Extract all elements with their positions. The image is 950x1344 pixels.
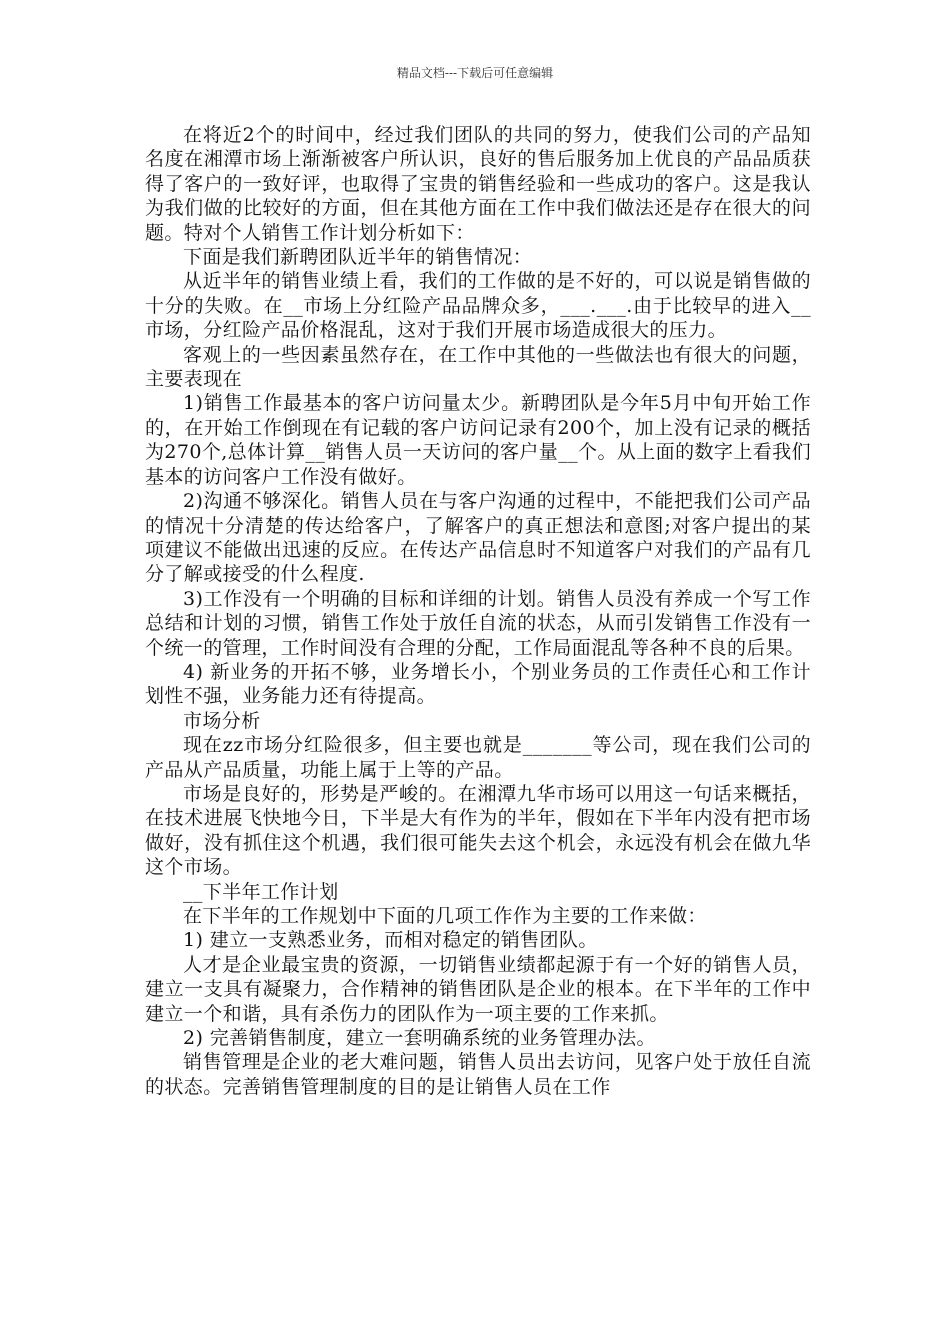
paragraph: 客观上的一些因素虽然存在，在工作中其他的一些做法也有很大的问题，主要表现在	[145, 343, 811, 391]
list-item: 2) 完善销售制度，建立一套明确系统的业务管理办法。	[183, 1027, 656, 1050]
section-heading: 市场分析	[183, 709, 261, 732]
paragraph: 在将近2个的时间中，经过我们团队的共同的努力，使我们公司的产品知名度在湘潭市场上渐渐被客户所认识，良好的售后服务加上优良的产品品质获得了客户的一致好评，也取得了宝贵的销售经验和一些成功的客户。这是我认为我们做的比较好的方面，但在其他方面在工作中我们做法还是存在很大的问题。特对个人销售工作计划分析如下：	[145, 124, 811, 244]
paragraph: 在下半年的工作规划中下面的几项工作作为主要的工作来做：	[183, 905, 707, 927]
paragraph: 销售管理是企业的老大难问题，销售人员出去访问，见客户处于放任自流的状态。完善销售管理制度的目的是让销售人员在工作	[145, 1051, 811, 1098]
document-body	[145, 123, 811, 1099]
list-item: 1)销售工作最基本的客户访问量太少。新聘团队是今年5月中旬开始工作的，在开始工作倒现在有记载的客户访问记录有200个，加上没有记录的概括为270个,总体计算__销售人员一天访问的客户量__个。从上面的数字上看我们基本的访问客户工作没有做好。	[145, 392, 811, 488]
list-item: 3)工作没有一个明确的目标和详细的计划。销售人员没有养成一个写工作总结和计划的习惯，销售工作处于放任自流的状态，从而引发销售工作没有一个统一的管理，工作时间没有合理的分配，工作局面混乱等各种不良的后果。	[145, 587, 811, 659]
paragraph: 人才是企业最宝贵的资源，一切销售业绩都起源于有一个好的销售人员，建立一支具有凝聚力，合作精神的销售团队是企业的根本。在下半年的工作中建立一个和谐，具有杀伤力的团队作为一项主要的工作来抓。	[145, 953, 811, 1025]
paragraph: 现在zz市场分红险很多，但主要也就是_______等公司，现在我们公司的产品从产品质量，功能上属于上等的产品。	[145, 734, 811, 781]
paragraph: 从近半年的销售业绩上看，我们的工作做的是不好的，可以说是销售做的十分的失败。在__市场上分红险产品品牌众多，___.___.由于比较早的进入__市场，分红险产品价格混乱，这对于我们开展市场造成很大的压力。	[145, 270, 811, 342]
list-item: 1) 建立一支熟悉业务，而相对稳定的销售团队。	[183, 929, 598, 952]
paragraph: 下面是我们新聘团队近半年的销售情况：	[183, 246, 533, 269]
list-item: 2)沟通不够深化。销售人员在与客户沟通的过程中，不能把我们公司产品的情况十分清楚的传达给客户，了解客户的真正想法和意图;对客户提出的某项建议不能做出迅速的反应。在传达产品信息时不知道客户对我们的产品有几分了解或接受的什么程度.	[145, 490, 811, 586]
paragraph: 市场是良好的，形势是严峻的。在湘潭九华市场可以用这一句话来概括，在技术进展飞快地今日，下半是大有作为的半年，假如在下半年内没有把市场做好，没有抓住这个机遇，我们很可能失去这个机会，永远没有机会在做九华这个市场。	[145, 782, 811, 879]
section-heading: __下半年工作计划	[183, 880, 339, 903]
page-header: 精品文档---下载后可任意编辑	[396, 66, 554, 80]
list-item: 4) 新业务的开拓不够，业务增长小，个别业务员的工作责任心和工作计划性不强，业务能力还有待提高。	[145, 660, 811, 708]
